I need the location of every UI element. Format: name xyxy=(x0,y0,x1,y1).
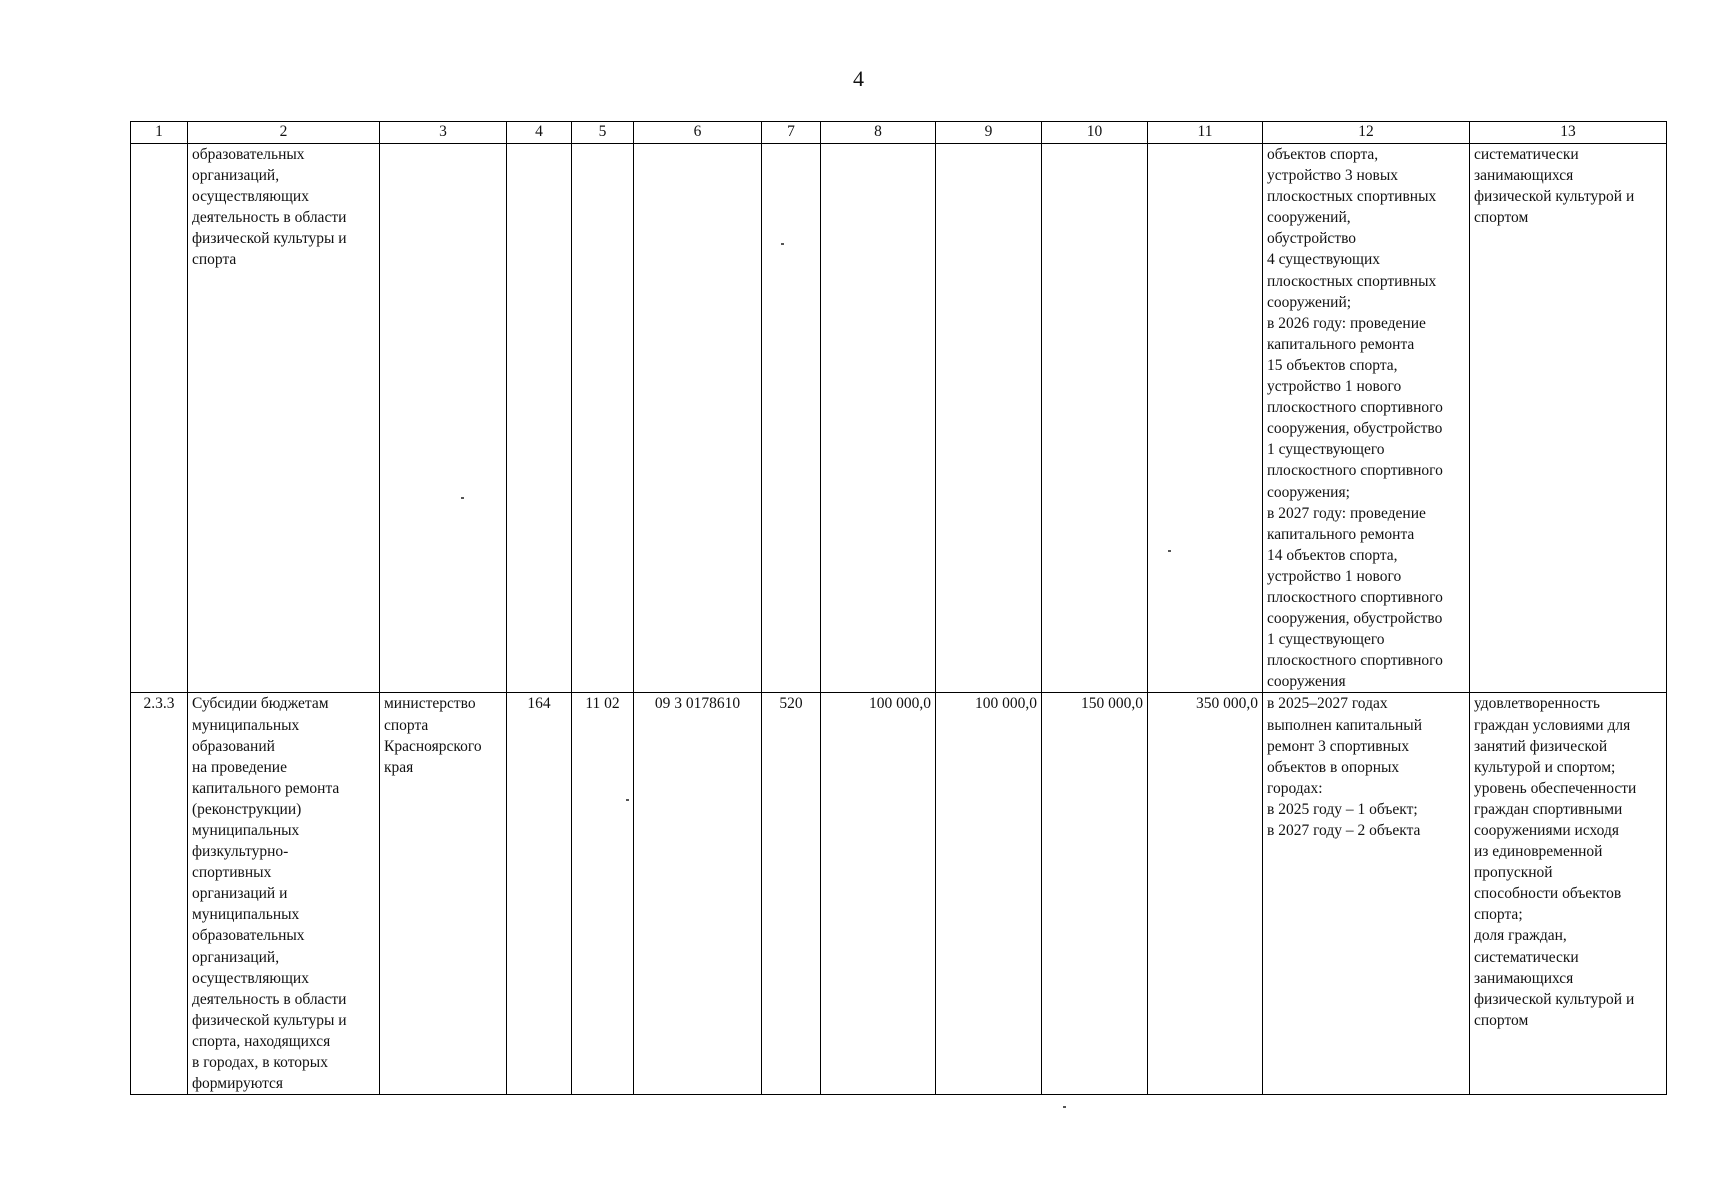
amount-2026-cell: 100 000,0 xyxy=(936,693,1042,1095)
amount-2025-cell xyxy=(821,144,936,693)
column-number-header: 2 xyxy=(188,122,380,144)
grbs-code-cell xyxy=(507,144,572,693)
expense-type-cell: 520 xyxy=(762,693,821,1095)
target-article-cell: 09 3 0178610 xyxy=(634,693,762,1095)
activity-name-cell: образовательных организаций, осуществляющих деятельность в области физической культуры и спорта xyxy=(188,144,380,693)
activity-row-2-3-3 xyxy=(131,693,1667,1095)
scan-speck xyxy=(626,799,629,801)
column-number-header: 5 xyxy=(572,122,634,144)
scan-speck xyxy=(461,497,464,499)
executor-cell xyxy=(380,144,507,693)
column-number-header: 4 xyxy=(507,122,572,144)
column-number-header: 10 xyxy=(1042,122,1148,144)
column-number-header: 3 xyxy=(380,122,507,144)
target-article-cell xyxy=(634,144,762,693)
amount-total-cell: 350 000,0 xyxy=(1148,693,1263,1095)
amount-2027-cell xyxy=(1042,144,1148,693)
section-code-cell xyxy=(572,144,634,693)
column-number-header: 6 xyxy=(634,122,762,144)
item-number-cell: 2.3.3 xyxy=(131,693,188,1095)
column-number-header: 13 xyxy=(1470,122,1667,144)
column-number-header: 8 xyxy=(821,122,936,144)
executor-cell: министерство спорта Красноярского края xyxy=(380,693,507,1095)
column-number-header: 11 xyxy=(1148,122,1263,144)
amount-2027-cell: 150 000,0 xyxy=(1042,693,1148,1095)
scan-speck xyxy=(1063,1106,1066,1108)
column-number-row xyxy=(131,122,1667,144)
column-number-header: 1 xyxy=(131,122,188,144)
column-number-header: 12 xyxy=(1263,122,1470,144)
section-code-cell: 11 02 xyxy=(572,693,634,1095)
indicator-impact-cell: удовлетворенность граждан условиями для занятий физической культурой и спортом; уровень обеспеченности граждан спортивными сооружениями исходя из единовременной пропускной способности объектов спорта; доля граждан, систематически занимающихся физической культурой и спортом xyxy=(1470,693,1667,1095)
indicator-impact-cell: систематически занимающихся физической культурой и спортом xyxy=(1470,144,1667,693)
program-activities-table xyxy=(130,121,1667,1095)
column-number-header: 9 xyxy=(936,122,1042,144)
item-number-cell xyxy=(131,144,188,693)
expected-result-cell: объектов спорта, устройство 3 новых плоскостных спортивных сооружений, обустройство 4 существующих плоскостных спортивных сооружений; в 2026 году: проведение капитального ремонта 15 объектов спорта, устройство 1 нового плоскостного спортивного сооружения, обустройство 1 существующего плоскостного спортивного сооружения; в 2027 году: проведение капитального ремонта 14 объектов спорта, устройство 1 нового плоскостного спортивного сооружения, обустройство 1 существующего плоскостного спортивного сооружения xyxy=(1263,144,1470,693)
column-number-header: 7 xyxy=(762,122,821,144)
grbs-code-cell: 164 xyxy=(507,693,572,1095)
scan-speck xyxy=(781,243,784,245)
continuation-row xyxy=(131,144,1667,693)
page-number: 4 xyxy=(853,66,864,91)
expense-type-cell xyxy=(762,144,821,693)
amount-2025-cell: 100 000,0 xyxy=(821,693,936,1095)
amount-total-cell xyxy=(1148,144,1263,693)
expected-result-cell: в 2025–2027 годах выполнен капитальный ремонт 3 спортивных объектов в опорных городах: в 2025 году – 1 объект; в 2027 году – 2 объекта xyxy=(1263,693,1470,1095)
amount-2026-cell xyxy=(936,144,1042,693)
scan-speck xyxy=(1168,550,1171,552)
activity-name-cell: Субсидии бюджетам муниципальных образований на проведение капитального ремонта (реконструкции) муниципальных физкультурно- спортивных организаций и муниципальных образовательных организаций, осуществляющих деятельность в области физической культуры и спорта, находящихся в городах, в которых формируются xyxy=(188,693,380,1095)
